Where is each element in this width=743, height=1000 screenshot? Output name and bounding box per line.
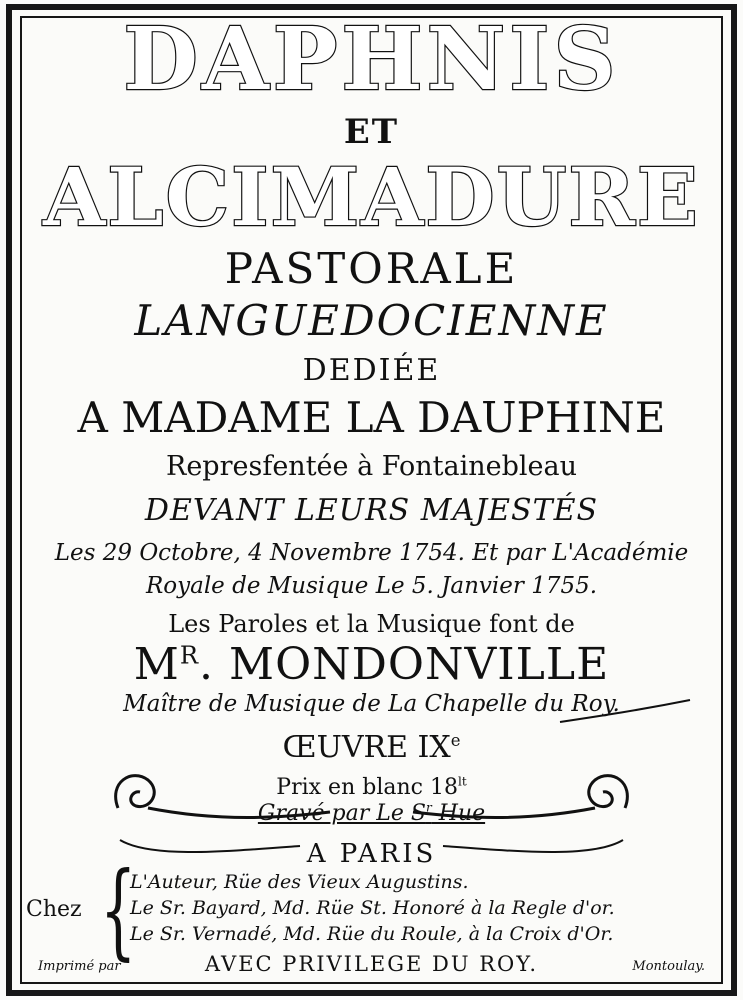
seller-line-3: Le Sr. Vernadé, Md. Rüe du Roule, à la Croix d'Or. [130, 923, 614, 945]
before-majesties: DEVANT LEURS MAJESTÉS [144, 493, 599, 528]
opus-line [0, 730, 743, 766]
dates-line-2: Royale de Musique Le 5. Janvier 1755. [145, 573, 598, 599]
opus-number: ŒUVRE IX [282, 730, 451, 765]
composer-name-line [0, 640, 743, 690]
seller-line-1: L'Auteur, Rüe des Vieux Augustins. [130, 871, 469, 893]
title-daphnis: DAPHNIS [123, 9, 620, 110]
title-alcimadure: ALCIMADURE [43, 150, 700, 244]
privilege-line: AVEC PRIVILEGE DU ROY. [204, 952, 539, 976]
engraver-line [0, 800, 743, 828]
dates-line-1: Les 29 Octobre, 4 Novembre 1754. Et par L'Académie [54, 540, 689, 566]
engraver: Gravé par Le S [257, 801, 426, 826]
printer-label: Imprimé par [38, 959, 121, 974]
genre-adjective: LANGUEDOCIENNE [134, 296, 609, 345]
price-sup: lt [457, 774, 467, 789]
composer-title: Maître de Musique de La Chapelle du Roy. [123, 691, 620, 717]
dedication-word: DEDIÉE [302, 353, 441, 388]
city: A PARIS [306, 839, 437, 869]
price: Prix en blanc 18 [276, 775, 458, 800]
chez-label: Chez [26, 897, 82, 922]
engraver-sup: r [425, 800, 432, 815]
curly-brace-icon: { [100, 849, 137, 971]
seller-line-2: Le Sr. Bayard, Md. Rüe St. Honoré à la Regle d'or. [130, 897, 615, 919]
printer-name: Montoulay. [632, 959, 705, 974]
composer-prefix-sup: R [179, 641, 200, 670]
engraver-name: Hue [431, 801, 486, 826]
opus-sup: e [450, 731, 461, 750]
composer-name: . MONDONVILLE [199, 639, 610, 690]
title-et: ET [343, 112, 400, 152]
dedicatee: A MADAME LA DAUPHINE [77, 393, 666, 442]
genre-heading: PASTORALE [224, 244, 519, 293]
performed-at: Represfentée à Fontainebleau [166, 451, 577, 482]
composer-prefix: M [133, 639, 180, 690]
authorship-line: Les Paroles et la Musique font de [168, 610, 575, 638]
price-line [0, 774, 743, 802]
